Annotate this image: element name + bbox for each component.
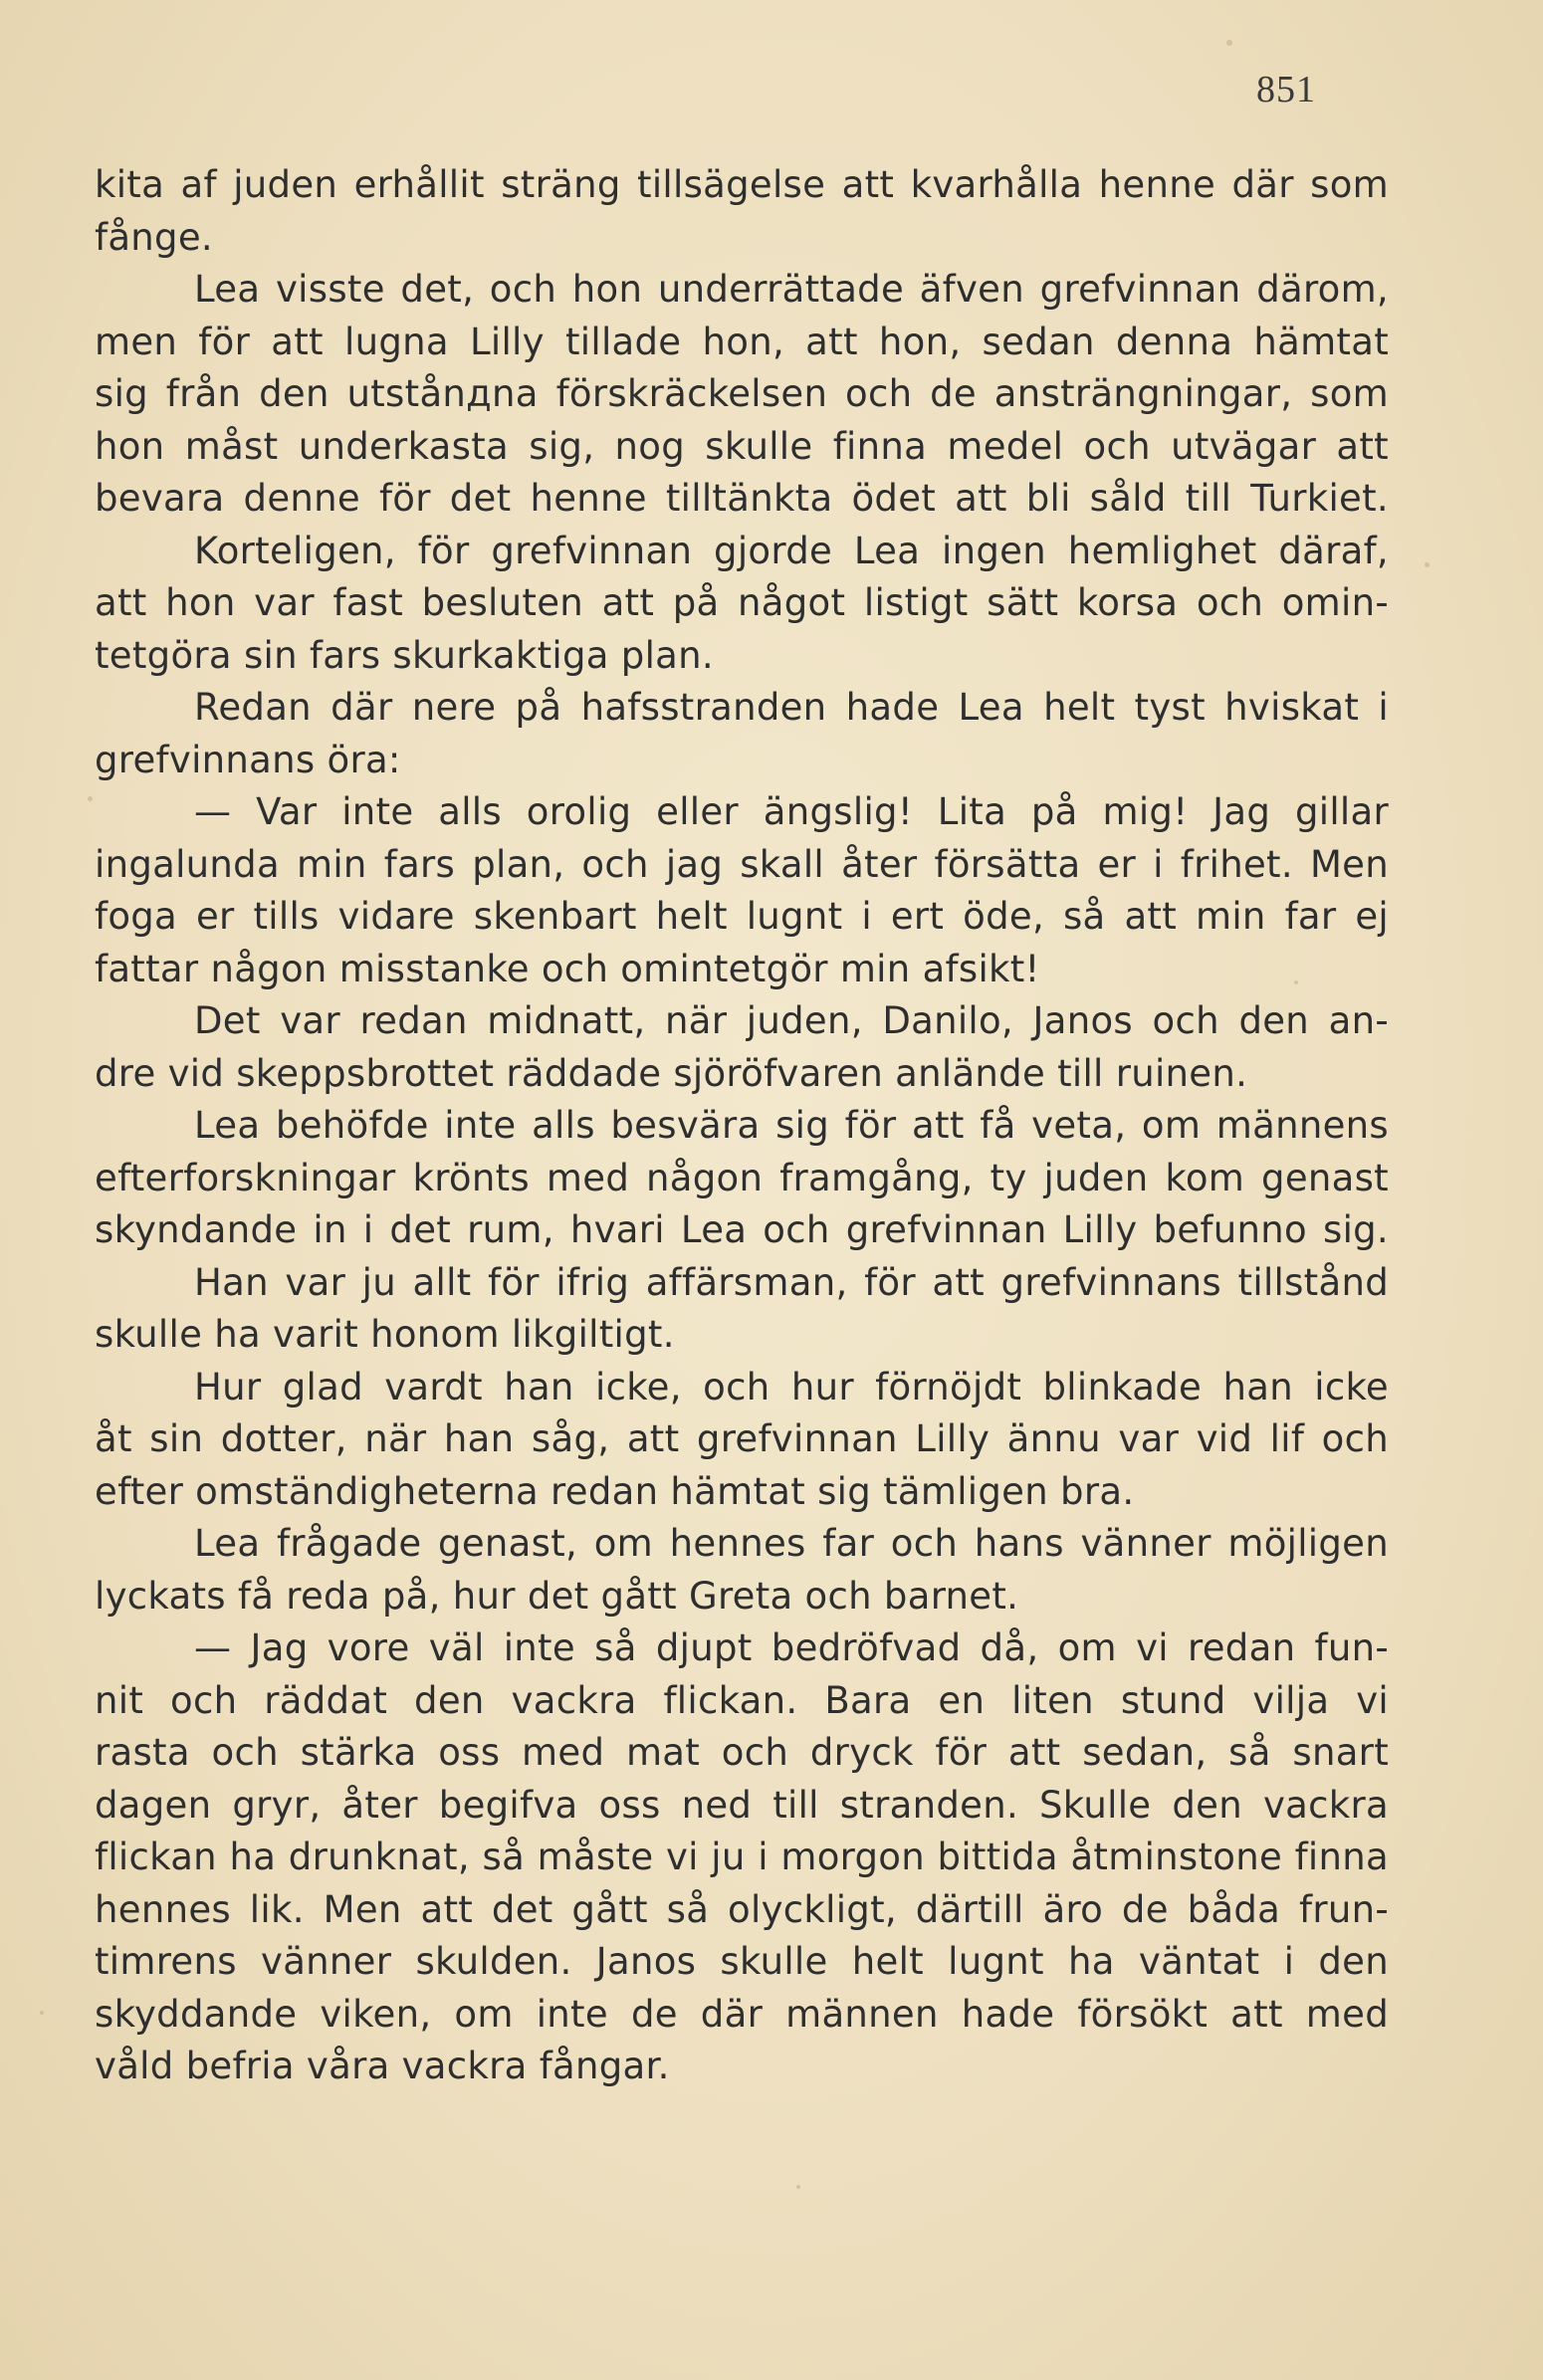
text-line: våld befria våra vackra fångar. (95, 2045, 670, 2087)
body-text (95, 159, 1389, 2093)
text-line: åt sin dotter, när han såg, att grefvinnan Lilly ännu var vid lif och (95, 1417, 1389, 1460)
text-line: rasta och stärka oss med mat och dryck för att sedan, så snart (95, 1731, 1389, 1774)
text-line: lyckats få reda på, hur det gått Greta och barnet. (95, 1574, 1019, 1618)
text-line: dre vid skeppsbrottet räddade sjöröfvaren anlände till ruinen. (95, 1051, 1248, 1095)
text-line: timrens vänner skulden. Janos skulle helt lugnt ha väntat i den (95, 1940, 1389, 1983)
text-line: bevara denne för det henne tilltänkta ödet att bli såld till Turkiet. (95, 477, 1389, 520)
text-line: Det var redan midnatt, när juden, Danilo, Janos och den an- (194, 999, 1389, 1042)
text-line: sig från den utstånдna förskräckelsen och de ansträngningar, som (95, 372, 1389, 415)
text-line: dagen gryr, åter begifva oss ned till stranden. Skulle den vackra (95, 1783, 1389, 1827)
text-line: — Var inte alls orolig eller ängslig! Lita på mig! Jag gillar (194, 790, 1389, 833)
text-line: Redan där nere på hafsstranden hade Lea helt tyst hviskat i (194, 686, 1389, 729)
text-line: flickan ha drunknat, så måste vi ju i morgon bittida åtminstone finna (95, 1836, 1389, 1878)
paper-speck (796, 2185, 800, 2189)
text-line: fattar någon misstanke och omintetgör min afsikt! (95, 947, 1040, 990)
text-line: ingalunda min fars plan, och jag skall åter försätta er i frihet. Men (95, 842, 1389, 886)
text-line: Han var ju allt för ifrig affärsman, för att grefvinnans tillstånd (194, 1260, 1389, 1304)
text-line: skyndande in i det rum, hvari Lea och grefvinnan Lilly befunno sig. (95, 1208, 1389, 1251)
text-line: hennes lik. Men att det gått så olyckligt, därtill äro de båda frun- (95, 1887, 1389, 1931)
text-line: — Jag vore väl inte så djupt bedröfvad då, om vi redan fun- (194, 1626, 1389, 1669)
text-line: skulle ha varit honom likgiltigt. (95, 1313, 675, 1356)
paper-speck (1226, 40, 1232, 46)
paper-speck (88, 796, 93, 801)
text-line: foga er tills vidare skenbart helt lugnt i ert öde, så att min far ej (95, 895, 1389, 938)
text-line: tetgöra sin fars skurkaktiga plan. (95, 633, 714, 677)
paper-speck (1425, 562, 1430, 567)
text-line: Korteligen, för grefvinnan gjorde Lea ingen hemlighet däraf, (194, 529, 1389, 572)
text-line: efterforskningar krönts med någon framgång, ty juden kom genast (95, 1156, 1389, 1199)
text-line: att hon var fast besluten att på något listigt sätt korsa och omin- (95, 581, 1389, 624)
text-line: grefvinnans öra: (95, 738, 401, 781)
text-line: Hur glad vardt han icke, och hur förnöjdt blinkade han icke (194, 1365, 1389, 1408)
paper-speck (1294, 980, 1298, 984)
text-line: Lea behöfde inte alls besvära sig för att få veta, om männens (194, 1104, 1389, 1147)
page-number: 851 (1256, 69, 1316, 110)
text-line: fånge. (95, 215, 213, 259)
text-line: efter omständigheterna redan hämtat sig tämligen bra. (95, 1469, 1135, 1513)
paper-speck (40, 2011, 44, 2015)
text-line: hon måst underkasta sig, nog skulle finna medel och utvägar att (95, 424, 1389, 468)
text-line: kita af juden erhållit sträng tillsägelse att kvarhålla henne där som (95, 163, 1389, 206)
text-line: skyddande viken, om inte de där männen hade försökt att med (95, 1992, 1389, 2036)
text-line: Lea visste det, och hon underrättade äfven grefvinnan därom, (194, 268, 1389, 311)
text-line: men för att lugna Lilly tillade hon, att hon, sedan denna hämtat (95, 320, 1389, 363)
text-line: Lea frågade genast, om hennes far och hans vänner möjligen (194, 1522, 1389, 1565)
text-line: nit och räddat den vackra flickan. Bara en liten stund vilja vi (95, 1678, 1389, 1722)
